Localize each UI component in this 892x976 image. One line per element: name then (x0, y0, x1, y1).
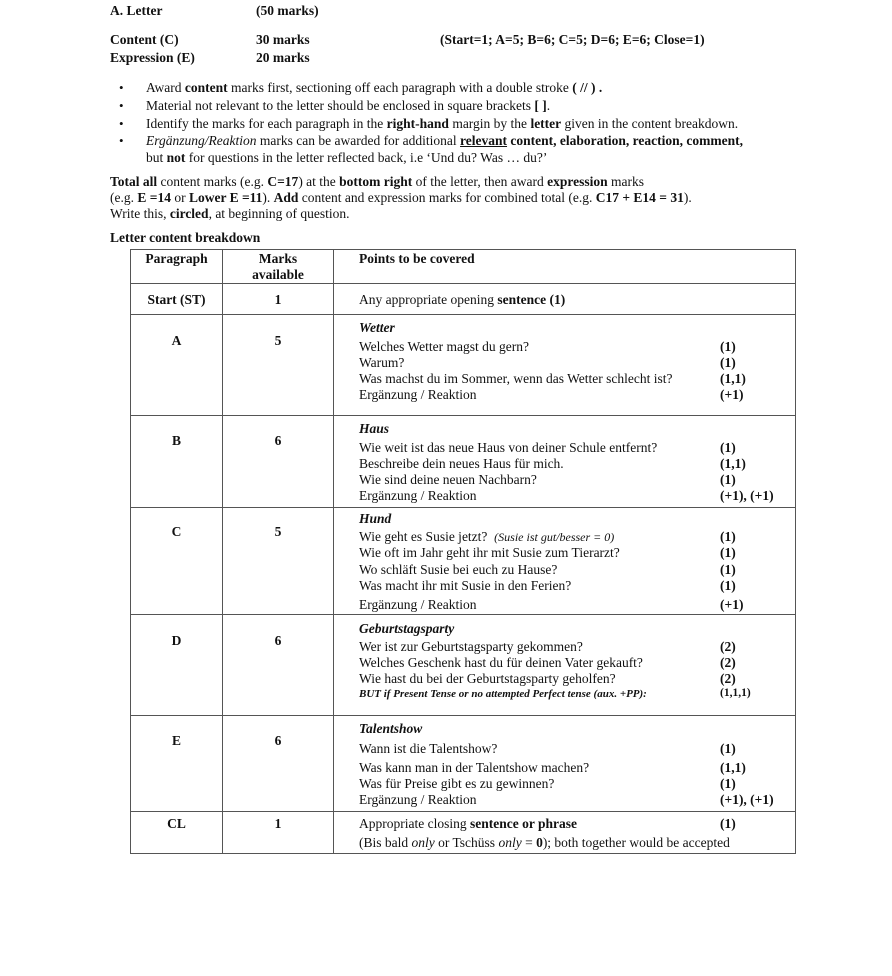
row-paragraph-label: A (171, 333, 182, 348)
bullet-marker: • (119, 116, 124, 131)
row-point: Welches Geschenk hast du für deinen Vater gekauft? (359, 655, 643, 670)
instruction-item: Identify the marks for each paragraph in the right-hand margin by the letter given in the content breakdown. (146, 116, 739, 131)
row-point-mark: (1) (720, 529, 736, 544)
row-point-mark: (2) (720, 639, 736, 654)
row-point-mark: (1) (720, 578, 736, 593)
row-point-mark: (1,1) (720, 456, 746, 471)
row-point: Ergänzung / Reaktion (359, 792, 477, 807)
table-caption: Letter content breakdown (110, 230, 261, 245)
total-instructions-line: Total all content marks (e.g. C=17) at the bottom right of the letter, then award expression marks (110, 174, 644, 189)
column-header-paragraph: Paragraph (145, 251, 208, 266)
content-marks: 30 marks (256, 32, 310, 47)
section-title: A. Letter (110, 3, 163, 18)
table-border (130, 614, 796, 615)
row-point-mark: (1) (720, 355, 736, 370)
bullet-marker: • (119, 98, 124, 113)
table-border (130, 283, 796, 284)
row-paragraph-label: CL (167, 816, 186, 831)
instruction-item: Award content marks first, sectioning off each paragraph with a double stroke ( // ) . (146, 80, 603, 95)
row-point: Wie geht es Susie jetzt? (Susie ist gut/besser = 0) (359, 529, 615, 544)
row-point-mark: (+1), (+1) (720, 488, 774, 503)
row-topic-heading: Wetter (359, 320, 395, 335)
row-point: Wo schläft Susie bei euch zu Hause? (359, 562, 558, 577)
row-point-mark: (+1) (720, 387, 744, 402)
row-point: Was machst du im Sommer, wenn das Wetter schlecht ist? (359, 371, 673, 386)
row-point-mark: (1,1) (720, 760, 746, 775)
row-point-mark: (1) (720, 816, 736, 831)
row-point-note: (Susie ist gut/besser = 0) (494, 530, 615, 544)
table-border (130, 314, 796, 315)
row-marks-available: 6 (274, 633, 282, 648)
row-point-mark: (1) (720, 472, 736, 487)
row-paragraph-label: D (171, 633, 182, 648)
section-marks: (50 marks) (256, 3, 319, 18)
table-border (130, 507, 796, 508)
expression-label: Expression (E) (110, 50, 195, 65)
table-border (333, 249, 334, 854)
row-point-mark: (1) (720, 440, 736, 455)
row-marks-available: 6 (274, 733, 282, 748)
content-label: Content (C) (110, 32, 179, 47)
row-marks-available: 1 (274, 816, 282, 831)
expression-marks: 20 marks (256, 50, 310, 65)
row-point-mark: (1) (720, 776, 736, 791)
table-border (130, 853, 796, 854)
row-point: Ergänzung / Reaktion (359, 488, 477, 503)
row-point-mark: (1,1,1) (720, 687, 751, 699)
bullet-marker: • (119, 80, 124, 95)
row-point: Wann ist die Talentshow? (359, 741, 498, 756)
instruction-item-continued: but not for questions in the letter reflected back, i.e ‘Und du? Was … du?’ (146, 150, 548, 165)
row-paragraph-label: E (171, 733, 181, 748)
row-paragraph-label: Start (ST) (147, 292, 206, 307)
row-point: Wie oft im Jahr geht ihr mit Susie zum Tierarzt? (359, 545, 620, 560)
row-point: Wie hast du bei der Geburtstagsparty geholfen? (359, 671, 616, 686)
row-marks-available: 1 (274, 292, 282, 307)
row-point-mark: (1) (720, 339, 736, 354)
row-point-mark: (1) (720, 562, 736, 577)
table-border (130, 249, 796, 250)
table-border (795, 249, 796, 854)
table-border (130, 415, 796, 416)
row-point: Any appropriate opening sentence (1) (359, 292, 566, 307)
row-point-mark: (1) (720, 545, 736, 560)
row-point: Was für Preise gibt es zu gewinnen? (359, 776, 555, 791)
row-marks-available: 6 (274, 433, 282, 448)
row-marks-available: 5 (274, 333, 282, 348)
row-point-note: BUT if Present Tense or no attempted Perfect tense (aux. +PP): (359, 688, 647, 700)
breakdown-summary: (Start=1; A=5; B=6; C=5; D=6; E=6; Close=1) (440, 32, 705, 47)
row-topic-heading: Talentshow (359, 721, 423, 736)
row-topic-heading: Haus (359, 421, 390, 436)
row-point: Wie sind deine neuen Nachbarn? (359, 472, 537, 487)
row-point: Wer ist zur Geburtstagsparty gekommen? (359, 639, 583, 654)
column-header-marks: Marks (258, 251, 298, 266)
row-marks-available: 5 (274, 524, 282, 539)
row-topic-heading: Hund (359, 511, 392, 526)
instruction-item: Ergänzung/Reaktion marks can be awarded for additional relevant content, elaboration, reaction, comment, (146, 133, 744, 148)
row-point-mark: (+1) (720, 597, 744, 612)
column-header-points: Points to be covered (359, 251, 475, 266)
row-point-mark: (1) (720, 741, 736, 756)
row-point: Ergänzung / Reaktion (359, 597, 477, 612)
row-point-mark: (2) (720, 655, 736, 670)
row-point: (Bis bald only or Tschüss only = 0); both together would be accepted (359, 835, 730, 850)
table-border (130, 811, 796, 812)
row-paragraph-label: B (171, 433, 181, 448)
row-point: Warum? (359, 355, 405, 370)
row-point: Was kann man in der Talentshow machen? (359, 760, 590, 775)
row-point: Beschreibe dein neues Haus für mich. (359, 456, 564, 471)
row-point: Ergänzung / Reaktion (359, 387, 477, 402)
row-paragraph-label: C (171, 524, 182, 539)
row-point: Appropriate closing sentence or phrase (359, 816, 577, 831)
table-border (130, 715, 796, 716)
instruction-item: Material not relevant to the letter should be enclosed in square brackets [ ]. (146, 98, 551, 113)
row-point: Wie weit ist das neue Haus von deiner Schule entfernt? (359, 440, 658, 455)
row-point-mark: (2) (720, 671, 736, 686)
row-point: Was macht ihr mit Susie in den Ferien? (359, 578, 572, 593)
total-instructions-line: (e.g. E =14 or Lower E =11). Add content and expression marks for combined total (e.g. C17 + E14 = 31). (110, 190, 692, 205)
total-instructions-line: Write this, circled, at beginning of question. (110, 206, 350, 221)
row-topic-heading: Geburtstagsparty (359, 621, 455, 636)
row-point-mark: (1,1) (720, 371, 746, 386)
bullet-marker: • (119, 133, 124, 148)
row-point: Welches Wetter magst du gern? (359, 339, 530, 354)
row-point-mark: (+1), (+1) (720, 792, 774, 807)
column-header-marks-line2: available (252, 267, 304, 282)
